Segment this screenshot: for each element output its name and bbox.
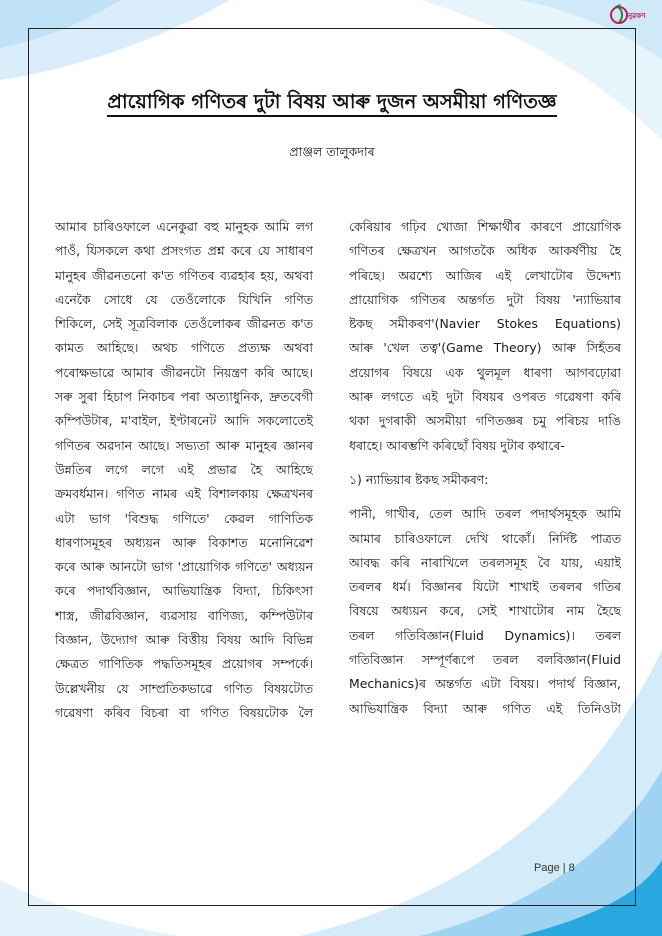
paragraph-line: আভিযান্ত্ৰিক বিদ্যা আৰু গণিত এই তিনিওটা bbox=[349, 700, 621, 716]
article-title-text: প্ৰায়োগিক গণিতৰ দুটা বিষয় আৰু দুজন অসমীয়া গণিতজ্ঞ bbox=[107, 90, 556, 117]
paragraph-line: আমাৰ চাৰিওফালে দেখি থাকোঁ। নিৰ্দিষ্ট পাত্ৰত bbox=[349, 530, 621, 546]
paragraph-line: শাস্ত্ৰ, জীৱবিজ্ঞান, ব্যৱসায় বাণিজ্য, কম্পিউটাৰ bbox=[55, 607, 313, 623]
article-author: প্ৰাঞ্জল তালুকদাৰ bbox=[289, 144, 375, 159]
paragraph-line: কেৰিয়াৰ গঢ়িব খোজা শিক্ষাৰ্থীৰ কাৰণে প্ৰায়োগিক bbox=[349, 219, 621, 234]
paragraph-line: থকা দুগৰাকী অসমীয়া গণিতজ্ঞৰ চমু পৰিচয় দাঙি bbox=[349, 413, 621, 429]
paragraph-line: বিষয়ে অধ্যয়ন কৰে, সেই শাখাটোৰ নাম হৈছে bbox=[349, 603, 621, 619]
paragraph-line: পানী, গাখীৰ, তেল আদি তৰল পদাৰ্থসমূহক আমি bbox=[349, 506, 621, 522]
paragraph-line: গৱেষণা কৰিব বিচৰা বা গণিত বিষয়টোক লৈ bbox=[55, 704, 313, 720]
paragraph-line: প্ৰয়োগৰ বিষয়ে এক থুলমূল ধাৰণা আগবঢ়োৱা bbox=[349, 364, 621, 380]
paragraph-line: তৰল গতিবিজ্ঞান(Fluid Dynamics)। তৰল bbox=[349, 627, 621, 643]
logo-text: নুৱকণ bbox=[628, 12, 646, 20]
paragraph-line: উন্নতিৰ লগে লগে এই প্ৰভাৱ হৈ আহিছে bbox=[55, 461, 313, 477]
paragraph-line: আমাৰ চাৰিওফালে এনেকুৱা বহু মানুহক আমি লগ bbox=[55, 219, 313, 234]
paragraph-line: ক্ষেত্ৰত গাণিতিক পদ্ধতিসমূহৰ প্ৰয়োগৰ সম্পৰ্কে। bbox=[55, 656, 313, 672]
paragraph-line: ধাৰণাসমূহৰ অধ্যয়ন আৰু বিকাশত মনোনিৱেশ bbox=[55, 534, 313, 550]
paragraph-line: উল্লেখনীয় যে সাম্প্ৰতিকভাৱে গণিত বিষয়টোত bbox=[55, 680, 313, 696]
paragraph-line: শিকিলে, সেই সূত্ৰবিলাক তেওঁলোকৰ জীৱনত ক'ত bbox=[55, 316, 313, 332]
paragraph-line: তৰলৰ ধৰ্ম। বিজ্ঞানৰ যিটো শাখাই তৰলৰ গতিৰ bbox=[349, 579, 621, 595]
right-column bbox=[349, 215, 621, 721]
article-title bbox=[60, 88, 604, 120]
paragraph-line: গতিবিজ্ঞান সম্পূৰ্ণৰূপে তৰল বলবিজ্ঞান(Fluid bbox=[349, 652, 621, 668]
paragraph-line: আৰু লগতে এই দুটা বিষয়ৰ ওপৰত গৱেষণা কৰি bbox=[349, 389, 621, 405]
paragraph-line: গণিতৰ ক্ষেত্ৰখন আগতকৈ অধিক আকৰ্ষণীয় হৈ bbox=[349, 243, 621, 259]
paragraph-line: ধৰাহে। আৰম্ভণি কৰিছোঁ বিষয় দুটাৰ কথাৰে- bbox=[349, 437, 565, 453]
page-number: Page | 8 bbox=[534, 862, 575, 874]
paragraph-line: কৰে আৰু আনটো ভাগ 'প্ৰায়োগিক গণিতে' অধ্যয়ন bbox=[55, 559, 313, 575]
paragraph-line: এটা ভাগ 'বিশুদ্ধ গণিতে' কেৱল গাণিতিক bbox=[55, 510, 313, 526]
paragraph-line: বিজ্ঞান, উদ্যোগ আৰু বিত্তীয় বিষয় আদি বিভিন্ন bbox=[55, 632, 313, 648]
paragraph-line: ক্ৰমবৰ্ধমান। গণিত নামৰ এই বিশালকায় ক্ষেত্ৰখনৰ bbox=[55, 486, 313, 502]
paragraph-line: পৰিছে। অৱশ্যে আজিৰ এই লেখাটোৰ উদ্দেশ্য bbox=[349, 267, 621, 283]
left-column bbox=[55, 215, 313, 725]
paragraph-line: আবদ্ধ কৰি নাৰাখিলে তৰলসমূহ বৈ যায়, এয়াই bbox=[349, 554, 621, 570]
paragraph-line: পাওঁ, যিসকলে কথা প্ৰসংগত প্ৰশ্ন কৰে যে সাধাৰণ bbox=[55, 243, 313, 259]
paragraph-line: প্ৰায়োগিক গণিতৰ অন্তৰ্গত দুটা বিষয় 'ন্যাভিয়াৰ bbox=[349, 291, 621, 307]
paragraph-line: ষ্টকছ সমীকৰণ'(Navier Stokes Equations) bbox=[349, 316, 621, 332]
paragraph-line: কম্পিউটাৰ, ম'বাইল, ইণ্টাৰনেট আদি সকলোতেই bbox=[55, 413, 313, 429]
section-heading: ১) ন্যাভিয়াৰ ষ্টকছ সমীকৰণ: bbox=[349, 471, 489, 487]
paragraph-line: গণিতৰ অৱদান আছে। সভ্যতা আৰু মানুহৰ জ্ঞানৰ bbox=[55, 437, 313, 453]
paragraph-line: এনেকৈ সোধে যে তেওঁলোকে যিখিনি গণিত bbox=[55, 291, 313, 307]
paragraph-line: কৰে পদাৰ্থবিজ্ঞান, আভিযান্ত্ৰিক বিদ্যা, চিকিৎসা bbox=[55, 583, 313, 599]
paragraph-line: সৰু সুৰা হিচাপ নিকাচৰ পৰা অত্যাধুনিক, দ্ৰুতবেগী bbox=[55, 389, 313, 405]
paragraph-line: মানুহৰ জীৱনতনো ক'ত গণিতৰ ব্যৱহাৰ হয়, অথবা bbox=[55, 267, 313, 283]
paragraph-line: আৰু 'খেল তত্ব'(Game Theory) আৰু সিহঁতৰ bbox=[349, 340, 621, 356]
paragraph-line: কামত আহিছে। অথচ গণিতে প্ৰত্যক্ষ অথবা bbox=[55, 340, 313, 356]
paragraph-line: Mechanics)ৰ অন্তৰ্গত এটা বিষয়। পদাৰ্থ বিজ্ঞান, bbox=[349, 676, 621, 692]
paragraph-line: পৰোক্ষভাৱে আমাৰ জীৱনটো নিয়ন্ত্ৰণ কৰি আছে। bbox=[55, 364, 313, 380]
